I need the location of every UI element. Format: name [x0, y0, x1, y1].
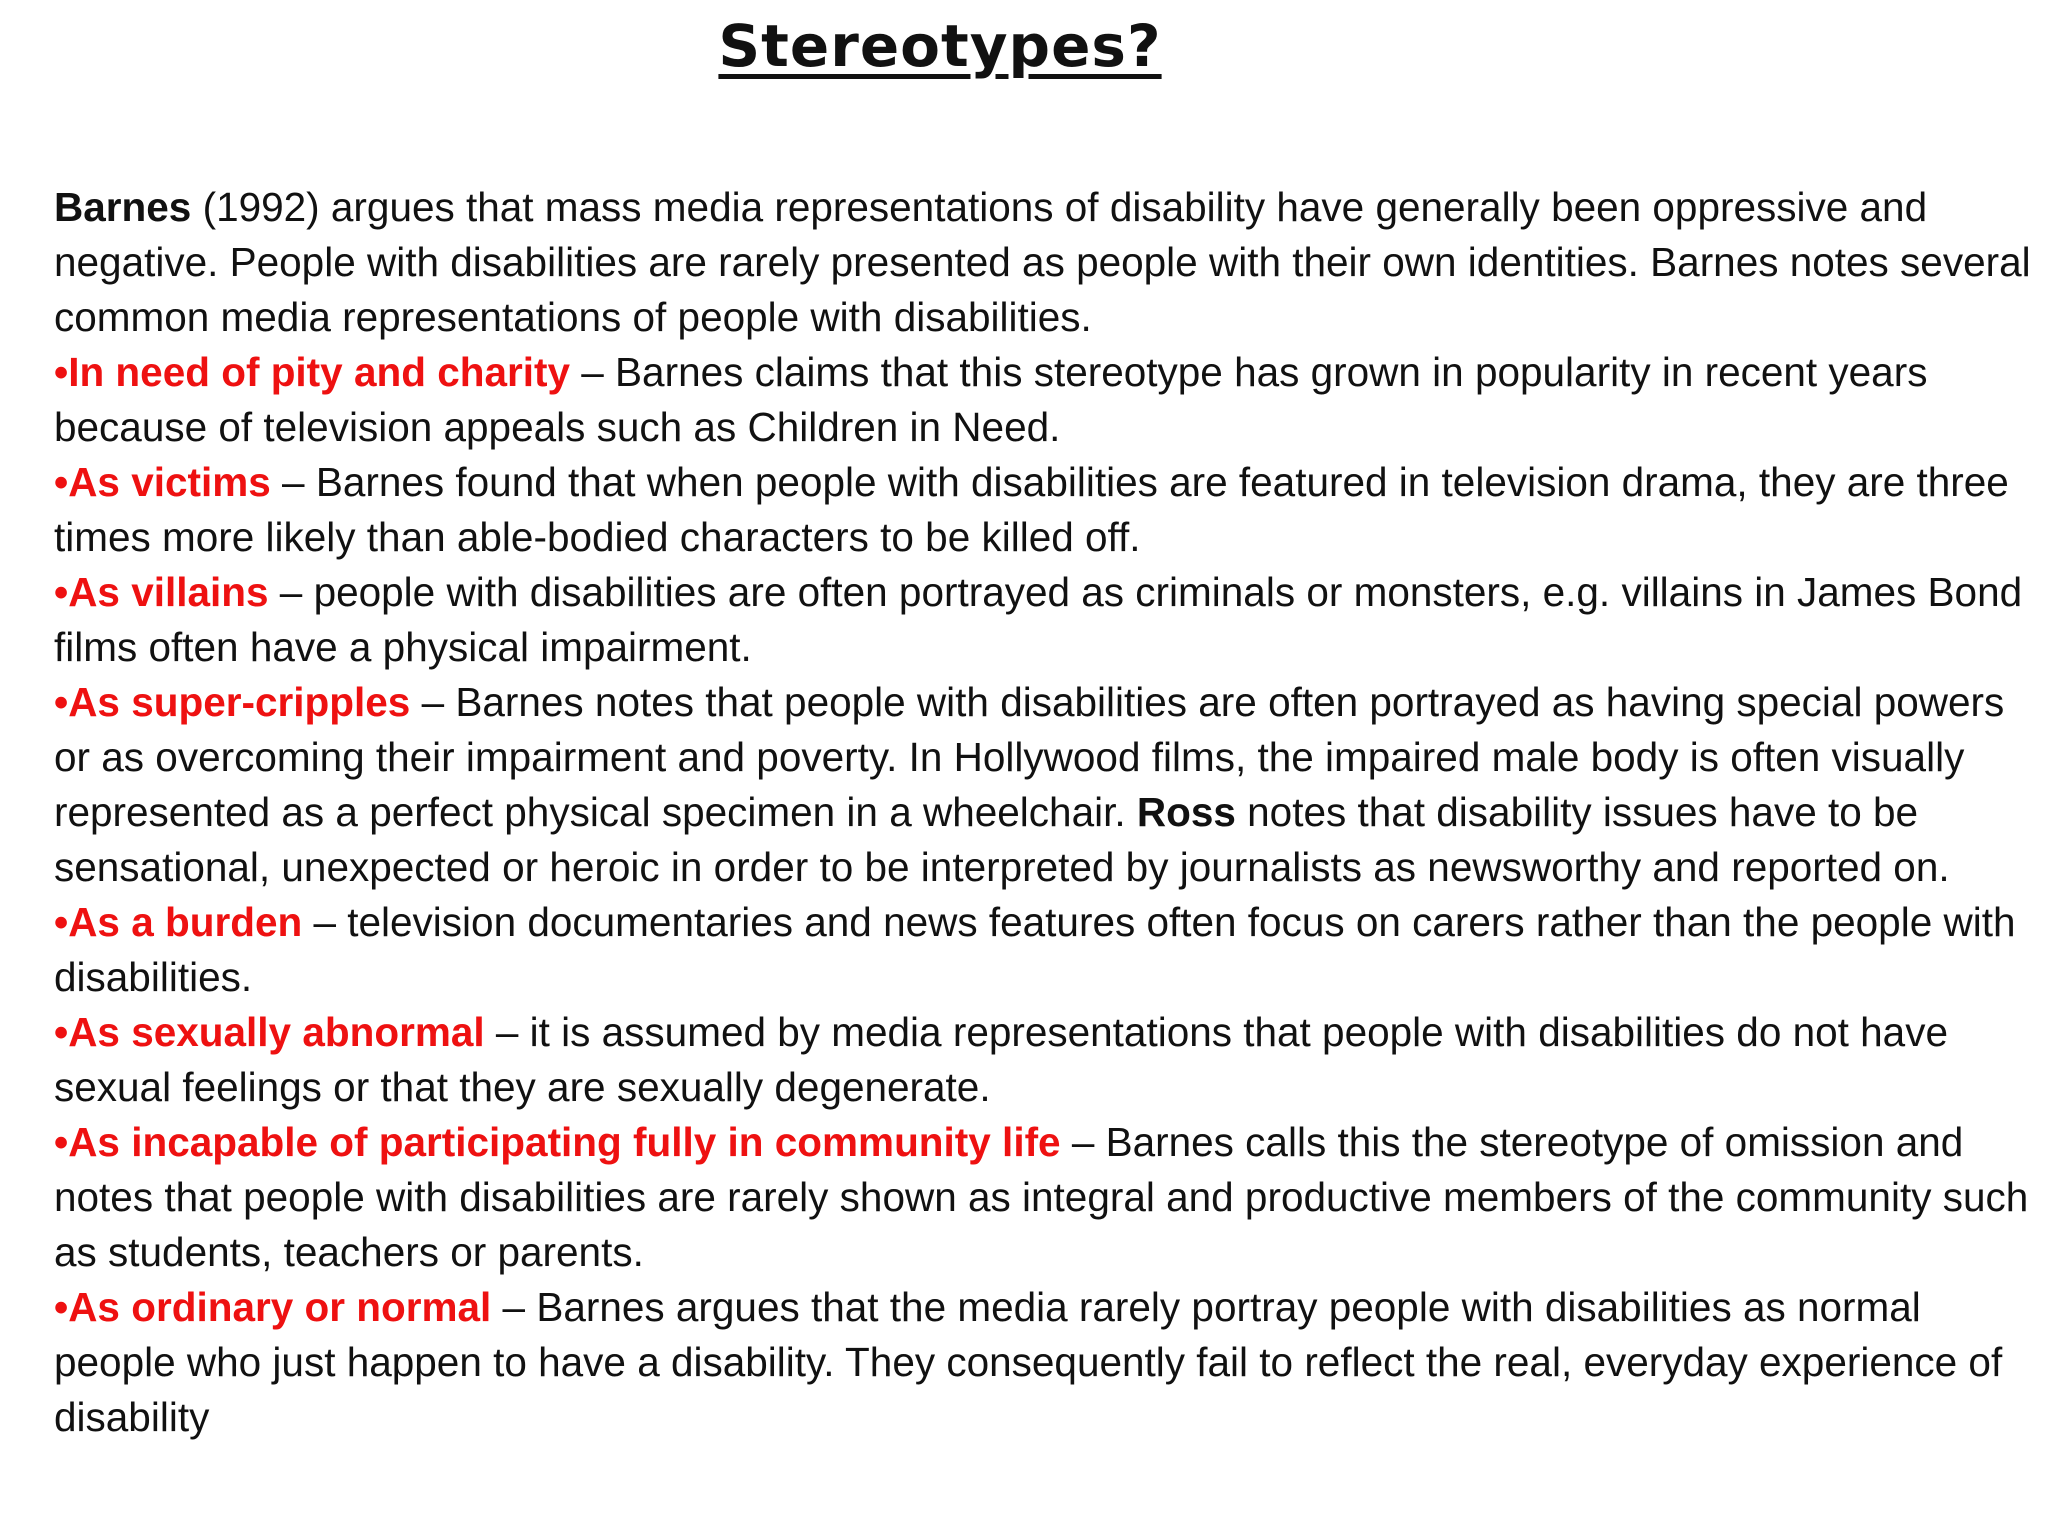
- bullet-text: – people with disabilities are often portrayed as criminals or monsters, e.g. villains in James Bond films often have a physical impairment.: [54, 569, 2023, 670]
- bullet-text: – Barnes calls this the stereotype of omission and notes that people with disabilities are rarely shown as integral and productive members of the community such as students, teachers or parents.: [54, 1119, 2029, 1275]
- bullet-label: In need of pity and charity: [68, 349, 571, 395]
- bullet-marker: •: [54, 679, 69, 725]
- bullet-marker: •: [54, 1009, 69, 1055]
- bullet-item: [54, 1115, 2034, 1280]
- author-name-ross: Ross: [1136, 789, 1236, 835]
- bullet-item: [54, 345, 2034, 455]
- bullet-label: As super-cripples: [68, 679, 411, 725]
- bullet-label: As villains: [68, 569, 269, 615]
- bullet-item: [54, 675, 2034, 895]
- page-title: Stereotypes?: [718, 12, 1162, 80]
- bullet-marker: •: [54, 349, 69, 395]
- bullet-label: As ordinary or normal: [68, 1284, 492, 1330]
- bullet-label: As incapable of participating fully in community life: [68, 1119, 1061, 1165]
- bullet-marker: •: [54, 1119, 69, 1165]
- bullet-marker: •: [54, 459, 69, 505]
- bullet-item: [54, 565, 2034, 675]
- bullet-marker: •: [54, 1284, 69, 1330]
- intro-paragraph: [54, 180, 2034, 345]
- author-name: Barnes: [54, 184, 192, 230]
- bullet-label: As sexually abnormal: [68, 1009, 485, 1055]
- bullet-label: As victims: [68, 459, 271, 505]
- bullet-item: [54, 1280, 2034, 1445]
- bullet-item: [54, 455, 2034, 565]
- bullet-text: – Barnes notes that people with disabilities are often portrayed as having special powers or as overcoming their impairment and poverty. In Hollywood films, the impaired male body is often visually represented as a perfect physical specimen in a wheelchair.: [54, 679, 2005, 835]
- bullet-item: [54, 895, 2034, 1005]
- title-container: [0, 12, 1880, 82]
- bullet-text: – Barnes claims that this stereotype has grown in popularity in recent years because of television appeals such as Children in Need.: [54, 349, 1928, 450]
- bullet-item: [54, 1005, 2034, 1115]
- bullet-text: – Barnes argues that the media rarely portray people with disabilities as normal people who just happen to have a disability. They consequently fail to reflect the real, everyday experience of disability: [54, 1284, 2003, 1440]
- bullet-label: As a burden: [68, 899, 303, 945]
- bullet-text: – Barnes found that when people with disabilities are featured in television drama, they are three times more likely than able-bodied characters to be killed off.: [54, 459, 2009, 560]
- bullet-marker: •: [54, 569, 69, 615]
- bullet-marker: •: [54, 899, 69, 945]
- bullet-text: – it is assumed by media representations that people with disabilities do not have sexual feelings or that they are sexually degenerate.: [54, 1009, 1948, 1110]
- body-text: [54, 180, 2034, 1445]
- intro-text: (1992) argues that mass media representations of disability have generally been oppressive and negative. People with disabilities are rarely presented as people with their own identities. Barnes notes several common media representations of people with disabilities.: [54, 184, 2031, 340]
- bullet-extra-text: notes that disability issues have to be sensational, unexpected or heroic in order to be interpreted by journalists as newsworthy and reported on.: [54, 789, 1950, 890]
- bullet-text: – television documentaries and news features often focus on carers rather than the people with disabilities.: [54, 899, 2016, 1000]
